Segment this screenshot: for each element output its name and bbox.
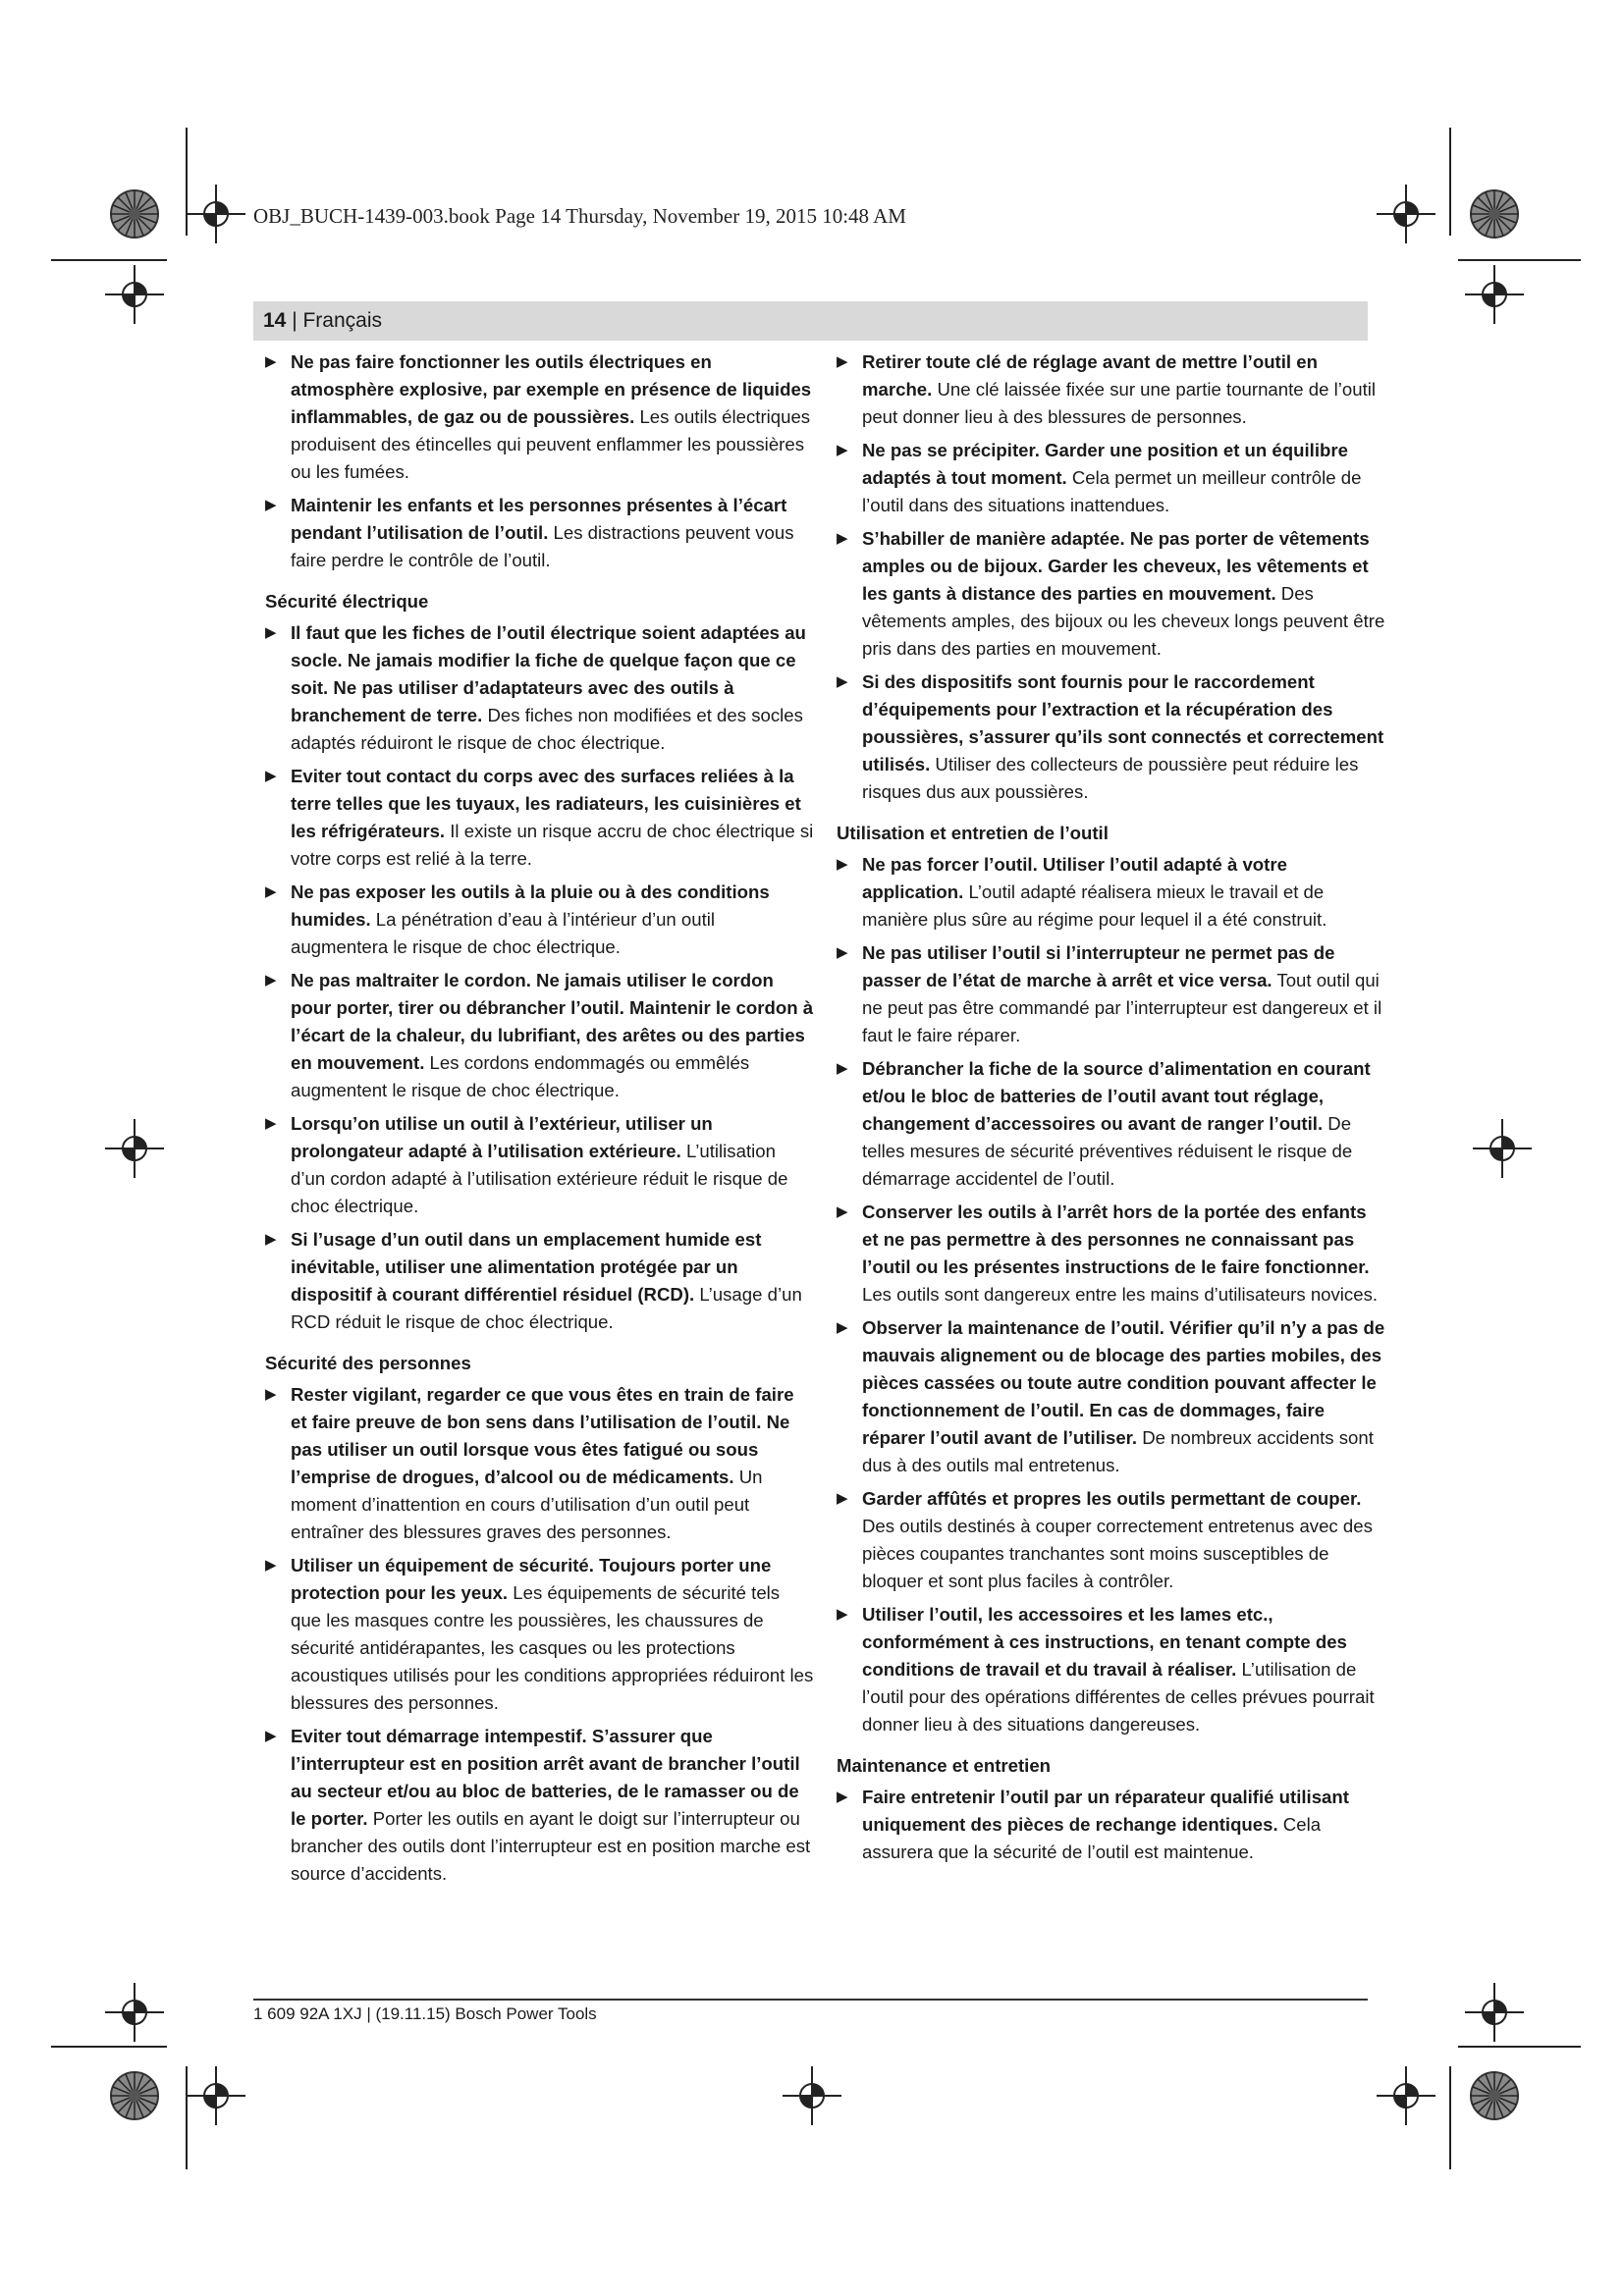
instruction-text: Porter les outils en ayant le doigt sur l’interrupteur ou brancher des outils dont l’interrupteur est en position marche est source d’accidents. — [291, 1808, 811, 1884]
instruction-text: Les outils sont dangereux entre les mains d’utilisateurs novices. — [862, 1284, 1379, 1305]
instruction-text: Les équipements de sécurité tels que les masques contre les poussières, les chaussures de sécurité antidérapantes, les casques ou les protections acoustiques utilisés pour les conditions appropriées réduiront les blessures des personnes. — [291, 1582, 814, 1713]
bullet-triangle-icon: ▶ — [837, 673, 848, 690]
bullet-triangle-icon: ▶ — [265, 497, 277, 513]
safety-instruction — [265, 1381, 815, 1546]
instruction-bold: Ne pas forcer l’outil. Utiliser l’outil adapté à votre application. — [862, 854, 1287, 902]
safety-instruction — [837, 851, 1386, 934]
instruction-text: L’utilisation de l’outil pour des opérations différentes de celles prévues pourrait donner lieu à des situations dangereuses. — [862, 1659, 1375, 1735]
instruction-text: Des vêtements amples, des bijoux ou les cheveux longs peuvent être pris dans des parties en mouvement. — [862, 583, 1385, 659]
header-separator: | — [286, 309, 303, 332]
bullet-triangle-icon: ▶ — [837, 530, 848, 547]
bullet-triangle-icon: ▶ — [265, 1728, 277, 1744]
instruction-text: Un moment d’inattention en cours d’utilisation d’un outil peut entraîner des blessures graves des personnes. — [291, 1467, 763, 1542]
instruction-bold: Lorsqu’on utilise un outil à l’extérieur, utiliser un prolongateur adapté à l’utilisation extérieure. — [291, 1113, 713, 1161]
safety-instruction — [837, 348, 1386, 431]
instruction-bold: Ne pas faire fonctionner les outils électriques en atmosphère explosive, par exemple en présence de liquides inflammables, de gaz ou de poussières. — [291, 351, 812, 427]
bullet-triangle-icon: ▶ — [265, 1557, 277, 1574]
header-language: Français — [302, 309, 383, 332]
bullet-triangle-icon: ▶ — [837, 1203, 848, 1220]
safety-instruction — [265, 1226, 815, 1336]
bullet-triangle-icon: ▶ — [265, 624, 277, 641]
bullet-triangle-icon: ▶ — [837, 856, 848, 873]
safety-instruction — [265, 1723, 815, 1888]
instruction-bold: Eviter tout contact du corps avec des surfaces reliées à la terre telles que les tuyaux, les radiateurs, les cuisinières et les réfrigérateurs. — [291, 766, 801, 841]
instruction-bold: S’habiller de manière adaptée. Ne pas porter de vêtements amples ou de bijoux. Garder les cheveux, les vêtements et les gants à distance des parties en mouvement. — [862, 528, 1370, 604]
instruction-text: Tout outil qui ne peut pas être commandé par l’interrupteur est dangereux et il faut le faire réparer. — [862, 970, 1382, 1045]
safety-instruction — [265, 348, 815, 486]
page-number: 14 — [263, 309, 287, 332]
instruction-bold: Rester vigilant, regarder ce que vous êtes en train de faire et faire preuve de bon sens dans l’utilisation de l’outil. Ne pas utiliser un outil lorsque vous êtes fatigué ou sous l’emprise de drogues, d’alcool ou de médicaments. — [291, 1384, 794, 1487]
bullet-triangle-icon: ▶ — [265, 1386, 277, 1403]
safety-instruction — [837, 525, 1386, 663]
bullet-triangle-icon: ▶ — [265, 768, 277, 784]
left-column — [265, 348, 815, 1894]
instruction-bold: Débrancher la fiche de la source d’alimentation en courant et/ou le bloc de batteries de l’outil avant tout réglage, changement d’accessoires ou avant de ranger l’outil. — [862, 1058, 1371, 1134]
instruction-text: Cela permet un meilleur contrôle de l’outil dans des situations inattendues. — [862, 467, 1362, 515]
section-heading: Utilisation et entretien de l’outil — [837, 823, 1109, 843]
instruction-bold: Si l’usage d’un outil dans un emplacement humide est inévitable, utiliser une alimentation protégée par un dispositif à courant différentiel résiduel (RCD). — [291, 1229, 762, 1305]
footer-rule — [253, 1999, 1368, 2001]
instruction-text: Les outils électriques produisent des étincelles qui peuvent enflammer les poussières ou les fumées. — [291, 406, 811, 482]
bullet-triangle-icon: ▶ — [837, 1789, 848, 1805]
bullet-triangle-icon: ▶ — [265, 1231, 277, 1248]
instruction-bold: Ne pas utiliser l’outil si l’interrupteur ne permet pas de passer de l’état de marche à arrêt et vice versa. — [862, 942, 1335, 990]
safety-instruction — [837, 1199, 1386, 1308]
print-slug: OBJ_BUCH-1439-003.book Page 14 Thursday, November 19, 2015 10:48 AM — [253, 204, 906, 228]
instruction-bold: Eviter tout démarrage intempestif. S’assurer que l’interrupteur est en position arrêt avant de brancher l’outil au secteur et/ou au bloc de batteries, de le ramasser ou de le porter. — [291, 1726, 800, 1829]
instruction-text: Il existe un risque accru de choc électrique si votre corps est relié à la terre. — [291, 821, 814, 869]
bullet-triangle-icon: ▶ — [837, 1319, 848, 1336]
instruction-bold: Utiliser l’outil, les accessoires et les lames etc., conformément à ces instructions, en tenant compte des conditions de travail et du travail à réaliser. — [862, 1604, 1347, 1680]
safety-instruction — [265, 619, 815, 757]
bullet-triangle-icon: ▶ — [837, 442, 848, 458]
instruction-text: Les cordons endommagés ou emmêlés augmentent le risque de choc électrique. — [291, 1052, 750, 1100]
bullet-triangle-icon: ▶ — [265, 883, 277, 900]
safety-instruction — [265, 763, 815, 873]
instruction-bold: Utiliser un équipement de sécurité. Toujours porter une protection pour les yeux. — [291, 1555, 772, 1603]
instruction-text: L’outil adapté réalisera mieux le travail et de manière plus sûre au régime pour lequel il a été construit. — [862, 881, 1327, 930]
safety-instruction — [265, 492, 815, 574]
page-label — [263, 309, 382, 333]
bullet-triangle-icon: ▶ — [837, 353, 848, 370]
instruction-text: Une clé laissée fixée sur une partie tournante de l’outil peut donner lieu à des blessures de personnes. — [862, 379, 1377, 427]
instruction-text: Des outils destinés à couper correctement entretenus avec des pièces coupantes tranchantes sont moins susceptibles de bloquer et sont plus faciles à contrôler. — [862, 1516, 1373, 1591]
safety-instruction — [837, 1314, 1386, 1479]
bullet-triangle-icon: ▶ — [265, 353, 277, 370]
instruction-bold: Conserver les outils à l’arrêt hors de la portée des enfants et ne pas permettre à des personnes ne connaissant pas l’outil ou les présentes instructions de le faire fonctionner. — [862, 1201, 1370, 1277]
safety-instruction — [837, 437, 1386, 519]
instruction-bold: Retirer toute clé de réglage avant de mettre l’outil en marche. — [862, 351, 1318, 400]
section-heading: Maintenance et entretien — [837, 1755, 1052, 1776]
instruction-text: L’utilisation d’un cordon adapté à l’utilisation extérieure réduit le risque de choc électrique. — [291, 1141, 788, 1216]
instruction-text: Utiliser des collecteurs de poussière peut réduire les risques dus aux poussières. — [862, 754, 1359, 802]
instruction-bold: Garder affûtés et propres les outils permettant de couper. — [862, 1488, 1362, 1509]
page-header — [253, 301, 1368, 341]
instruction-bold: Ne pas se précipiter. Garder une position et un équilibre adaptés à tout moment. — [862, 440, 1348, 488]
right-column — [837, 348, 1386, 1872]
bullet-triangle-icon: ▶ — [837, 1606, 848, 1623]
instruction-bold: Maintenir les enfants et les personnes présentes à l’écart pendant l’utilisation de l’outil. — [291, 495, 787, 543]
instruction-text: De telles mesures de sécurité préventives réduisent le risque de démarrage accidentel de l’outil. — [862, 1113, 1353, 1189]
page-footer: 1 609 92A 1XJ | (19.11.15) Bosch Power Tools — [253, 2004, 597, 2023]
safety-instruction — [265, 1552, 815, 1717]
safety-instruction — [837, 1485, 1386, 1595]
instruction-text: Cela assurera que la sécurité de l’outil est maintenue. — [862, 1814, 1322, 1862]
safety-instruction — [837, 1601, 1386, 1738]
instruction-bold: Il faut que les fiches de l’outil électrique soient adaptées au socle. Ne jamais modifier la fiche de quelque façon que ce soit. Ne pas utiliser d’adaptateurs avec des outils à branchement de terre. — [291, 622, 806, 725]
instruction-bold: Observer la maintenance de l’outil. Vérifier qu’il n’y a pas de mauvais alignement ou de blocage des parties mobiles, des pièces cassées ou toute autre condition pouvant affecter le fonctionnement de l’outil. En cas de dommages, faire réparer l’outil avant de l’utiliser. — [862, 1317, 1385, 1448]
safety-instruction — [837, 668, 1386, 806]
instruction-bold: Ne pas maltraiter le cordon. Ne jamais utiliser le cordon pour porter, tirer ou débrancher l’outil. Maintenir le cordon à l’écart de la chaleur, du lubrifiant, des arêtes ou des parties en mouvement. — [291, 970, 814, 1073]
bullet-triangle-icon: ▶ — [837, 1490, 848, 1507]
safety-instruction — [265, 1110, 815, 1220]
instruction-bold: Si des dispositifs sont fournis pour le raccordement d’équipements pour l’extraction et la récupération des poussières, s’assurer qu’ils sont connectés et correctement utilisés. — [862, 671, 1384, 774]
section-heading: Sécurité électrique — [265, 591, 429, 612]
section-heading: Sécurité des personnes — [265, 1353, 471, 1373]
bullet-triangle-icon: ▶ — [837, 944, 848, 961]
instruction-bold: Ne pas exposer les outils à la pluie ou à des conditions humides. — [291, 881, 770, 930]
safety-instruction — [837, 939, 1386, 1049]
bullet-triangle-icon: ▶ — [265, 1115, 277, 1132]
instruction-text: L’usage d’un RCD réduit le risque de choc électrique. — [291, 1284, 802, 1332]
instruction-bold: Faire entretenir l’outil par un réparateur qualifié utilisant uniquement des pièces de rechange identiques. — [862, 1787, 1349, 1835]
bullet-triangle-icon: ▶ — [265, 972, 277, 988]
instruction-text: De nombreux accidents sont dus à des outils mal entretenus. — [862, 1427, 1374, 1475]
safety-instruction — [837, 1055, 1386, 1193]
instruction-text: Des fiches non modifiées et des socles adaptés réduiront le risque de choc électrique. — [291, 705, 803, 753]
instruction-text: Les distractions peuvent vous faire perdre le contrôle de l’outil. — [291, 522, 794, 570]
safety-instruction — [265, 967, 815, 1104]
instruction-text: La pénétration d’eau à l’intérieur d’un outil augmentera le risque de choc électrique. — [291, 909, 716, 957]
safety-instruction — [837, 1784, 1386, 1866]
safety-instruction — [265, 879, 815, 961]
bullet-triangle-icon: ▶ — [837, 1060, 848, 1077]
